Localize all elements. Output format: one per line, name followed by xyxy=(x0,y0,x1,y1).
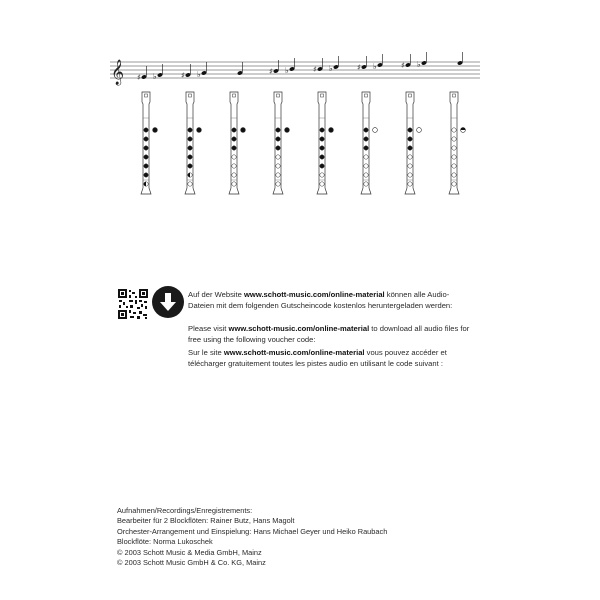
recorder xyxy=(405,92,421,194)
finger-hole xyxy=(364,128,368,132)
finger-hole xyxy=(364,182,368,186)
finger-hole xyxy=(408,137,412,141)
finger-hole xyxy=(276,164,280,168)
finger-hole xyxy=(144,146,148,150)
note xyxy=(401,52,427,70)
finger-hole xyxy=(232,155,236,159)
recording-credits xyxy=(117,506,387,568)
finger-hole xyxy=(364,155,368,159)
website-link[interactable]: www.schott-music.com/online-material xyxy=(228,324,370,333)
thumb-hole xyxy=(285,128,290,133)
recorder xyxy=(185,92,201,194)
finger-hole xyxy=(408,146,412,150)
finger-hole xyxy=(144,164,148,168)
finger-hole xyxy=(364,164,368,168)
sharp-sign: ♯ xyxy=(137,73,141,82)
recorder-body xyxy=(405,92,415,194)
recorder xyxy=(361,92,377,194)
treble-clef: 𝄞 xyxy=(111,60,125,85)
recorder-body xyxy=(229,92,239,194)
finger-hole xyxy=(408,182,412,186)
recorder-window xyxy=(277,94,280,97)
finger-hole xyxy=(364,173,368,177)
download-text-english: Please visit www.schott-music.com/online-material to download all audio files for free using the following voucher code: xyxy=(188,324,470,344)
recorder xyxy=(317,92,333,194)
sharp-sign: ♯ xyxy=(269,67,273,76)
sharp-sign: ♯ xyxy=(401,61,405,70)
credits-line: Orchester-Arrangement und Einspielung: Hans Michael Geyer und Heiko Raubach xyxy=(117,526,388,536)
finger-hole xyxy=(364,137,368,141)
recorder-window xyxy=(233,94,236,97)
finger-hole xyxy=(188,182,192,186)
note xyxy=(237,62,243,76)
flat-sign: ♭ xyxy=(417,60,421,69)
thumb-hole xyxy=(197,128,202,133)
credits-line: Aufnahmen/Recordings/Enregistrements: xyxy=(117,506,253,515)
sharp-sign: ♯ xyxy=(357,63,361,72)
recorder-body xyxy=(273,92,283,194)
finger-hole xyxy=(144,128,148,132)
finger-hole xyxy=(452,137,456,141)
download-text-french: Sur le site www.schott-music.com/online-material vous pouvez accéder et télécharger gratuitement toutes les pistes audio en utilisant le code suivant : xyxy=(188,348,447,368)
finger-hole xyxy=(320,164,324,168)
finger-hole xyxy=(276,128,280,132)
recorder-window xyxy=(453,94,456,97)
recorder xyxy=(141,92,157,194)
qr-code-icon xyxy=(117,288,149,320)
finger-hole xyxy=(276,155,280,159)
thumb-hole xyxy=(241,128,246,133)
finger-hole xyxy=(188,137,192,141)
finger-hole xyxy=(408,164,412,168)
finger-hole xyxy=(320,173,324,177)
download-text-german: Auf der Website www.schott-music.com/online-material können alle Audio-Dateien mit dem folgenden Gutscheincode kostenlos heruntergeladen werden: xyxy=(188,290,453,310)
thumb-hole xyxy=(373,128,378,133)
finger-hole xyxy=(276,137,280,141)
finger-hole xyxy=(320,137,324,141)
finger-hole xyxy=(452,146,456,150)
finger-hole xyxy=(408,173,412,177)
finger-hole xyxy=(452,164,456,168)
finger-hole xyxy=(452,173,456,177)
finger-hole xyxy=(232,173,236,177)
finger-hole xyxy=(188,128,192,132)
flat-sign: ♭ xyxy=(329,64,333,73)
flat-sign: ♭ xyxy=(197,70,201,79)
website-link[interactable]: www.schott-music.com/online-material xyxy=(244,290,385,299)
finger-hole xyxy=(408,155,412,159)
thumb-hole xyxy=(417,128,422,133)
finger-hole xyxy=(144,173,148,177)
finger-hole xyxy=(232,146,236,150)
finger-hole xyxy=(232,164,236,168)
recorder-window xyxy=(365,94,368,97)
note xyxy=(457,52,463,66)
note xyxy=(181,62,207,80)
finger-hole xyxy=(320,146,324,150)
finger-hole xyxy=(144,137,148,141)
finger-hole xyxy=(276,173,280,177)
thumb-hole xyxy=(329,128,334,133)
flat-sign: ♭ xyxy=(285,66,289,75)
recorder-window xyxy=(145,94,148,97)
thumb-hole xyxy=(153,128,158,133)
finger-hole xyxy=(188,155,192,159)
sharp-sign: ♯ xyxy=(181,71,185,80)
credits-line: Blockflöte: Norma Lukoschek xyxy=(117,537,213,547)
recorder-body xyxy=(185,92,195,194)
credits-line: © 2003 Schott Music & Media GmbH, Mainz xyxy=(117,547,262,557)
recorder-body xyxy=(361,92,371,194)
credits-line: Bearbeiter für 2 Blockflöten: Rainer Butz, Hans Magolt xyxy=(117,516,295,526)
recorder-fingering-diagrams xyxy=(110,90,480,205)
flat-sign: ♭ xyxy=(373,62,377,71)
finger-hole xyxy=(320,128,324,132)
flat-sign: ♭ xyxy=(153,72,157,81)
finger-hole xyxy=(232,137,236,141)
finger-hole xyxy=(320,182,324,186)
finger-hole xyxy=(232,128,236,132)
recorder-window xyxy=(409,94,412,97)
finger-hole xyxy=(188,164,192,168)
finger-hole xyxy=(452,182,456,186)
finger-hole xyxy=(188,146,192,150)
finger-hole xyxy=(276,146,280,150)
recorder-body xyxy=(317,92,327,194)
note xyxy=(357,54,383,72)
website-link[interactable]: www.schott-music.com/online-material xyxy=(223,348,365,357)
recorder-body xyxy=(141,92,151,194)
finger-hole xyxy=(320,155,324,159)
finger-hole xyxy=(452,128,456,132)
download-icon xyxy=(152,286,184,318)
recorder xyxy=(273,92,289,194)
note xyxy=(313,56,339,74)
recorder-window xyxy=(189,94,192,97)
recorder-body xyxy=(449,92,459,194)
credits-line: © 2003 Schott Music GmbH & Co. KG, Mainz xyxy=(117,558,266,568)
recorder xyxy=(229,92,245,194)
finger-hole xyxy=(408,128,412,132)
finger-hole xyxy=(232,182,236,186)
finger-hole xyxy=(144,155,148,159)
recorder-window xyxy=(321,94,324,97)
finger-hole xyxy=(452,155,456,159)
note xyxy=(137,64,163,82)
recorder xyxy=(449,92,465,194)
finger-hole xyxy=(364,146,368,150)
note xyxy=(269,58,295,76)
finger-hole xyxy=(276,182,280,186)
sharp-sign: ♯ xyxy=(313,65,317,74)
